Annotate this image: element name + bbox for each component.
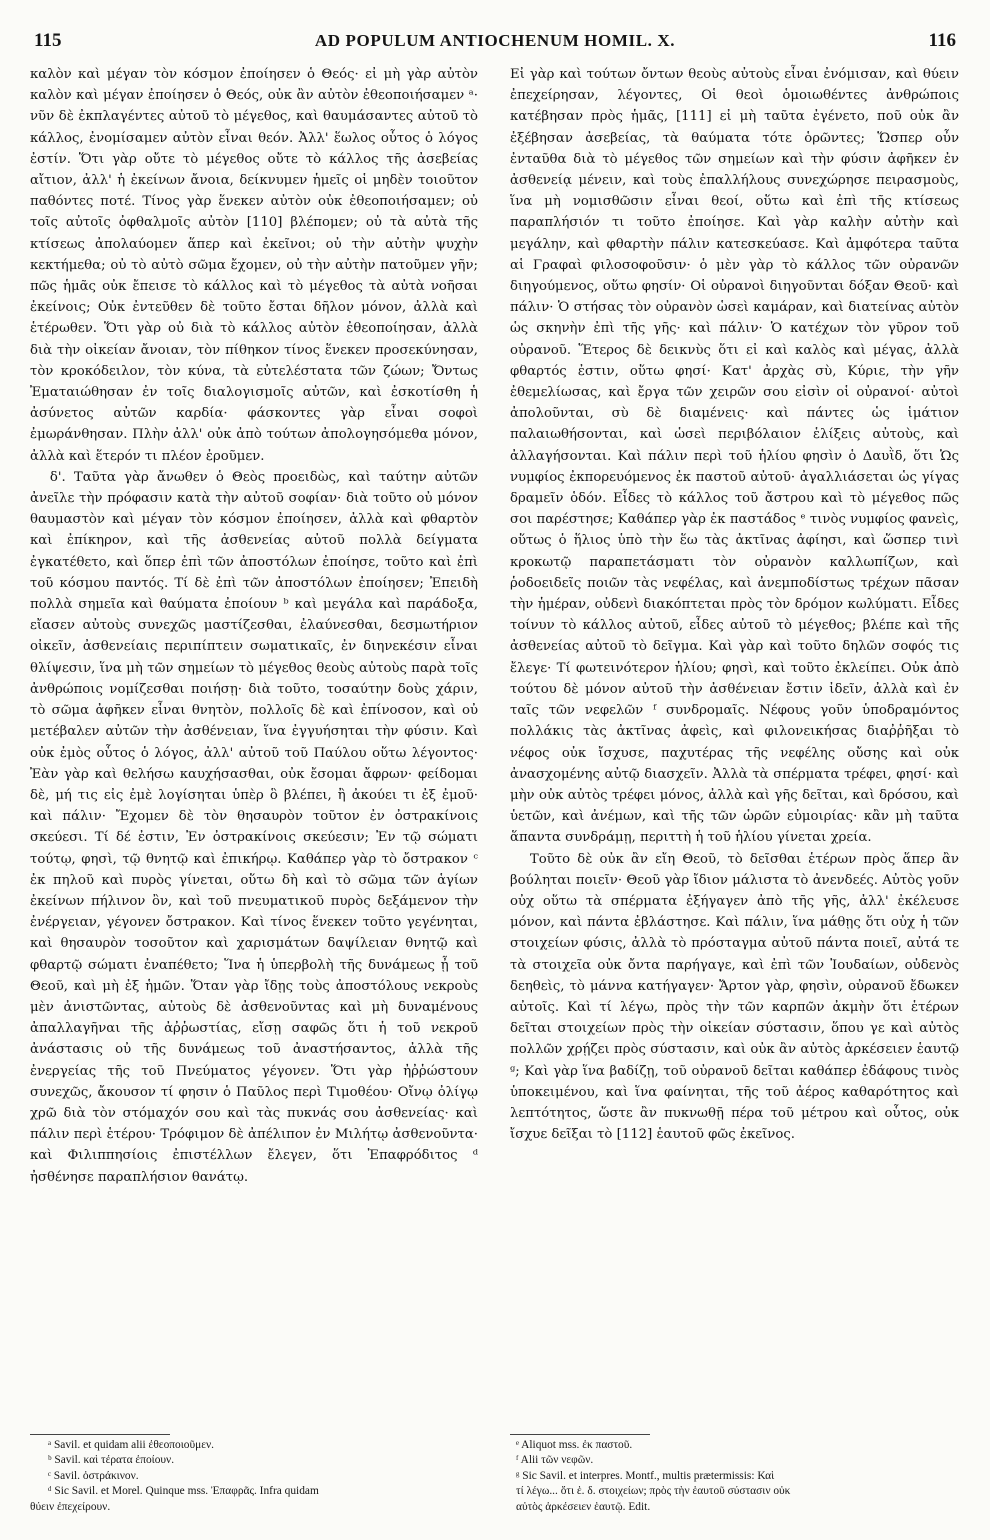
footnote: ᵈ Sic Savil. et Morel. Quinque mss. Ἐπαφρᾶς. Infra quidam xyxy=(48,1485,319,1498)
page-header xyxy=(28,30,962,60)
paragraph: Εἰ γὰρ καὶ τούτων ὄντων θεοὺς αὐτοὺς εἶναι ἐνόμισαν, καὶ θύειν ἐπεχείρησαν, λέγοντες, Οἱ θεοὶ ὁμοιωθέντες ἀνθρώποις κατέβησαν πρὸς ἡμᾶς, [111] εἰ μὴ ταῦτα ἐγένετο, ποῦ οὐκ ἂν ἐξέβησαν ἀσεβείας, τὰ θαύματα τότε ὁρῶντες; Ὥσπερ οὖν ἐνταῦθα διὰ τὸ μέγεθος τῶν σημείων καὶ τὴν φύσιν ἀφῆκεν ἐν ἀσθενείᾳ μένειν, καὶ τοὺς ἐπαλλήλους συνεχώρησε πειρασμοὺς, ἵνα μὴ νομισθῶσιν εἶναι θεοί, οὕτω καὶ ἐπὶ τῆς κτίσεως παραπλήσιόν τι τοῦτο ἐποίησε. Καὶ γὰρ καλὴν αὐτὴν καὶ μεγάλην, καὶ φθαρτὴν πάλιν κατεσκεύασε. Καὶ ἀμφότερα ταῦτα αἱ Γραφαὶ φιλοσοφοῦσιν· ὁ μὲν γὰρ τὸ κάλλος τῶν οὐρανῶν διηγούμενος, οὕτω φησίν· Οἱ οὐρανοὶ διηγοῦνται δόξαν Θεοῦ· καὶ πάλιν· Ὁ στήσας τὸν οὐρανὸν ὡσεὶ καμάραν, καὶ διατείνας αὐτὸν ὡς σκηνὴν ἐπὶ τῆς γῆς· καὶ πάλιν· Ὁ κατέχων τὸν γῦρον τοῦ οὐρανοῦ. Ἕτερος δὲ δεικνὺς ὅτι εἰ καὶ καλὸς καὶ μέγας, ἀλλὰ φθαρτός ἐστιν, οὕτω φησί· Κατ' ἀρχὰς σὺ, Κύριε, τὴν γῆν ἐθεμελίωσας, καὶ ἔργα τῶν χειρῶν σου εἰσὶν οἱ οὐρανοί· αὐτοὶ ἀπολοῦνται, σὺ δὲ διαμένεις· καὶ πάντες ὡς ἱμάτιον παλαιωθήσονται, καὶ ὡσεὶ περιβόλαιον ἑλίξεις αὐτοὺς, καὶ ἀλλαγήσονται. Καὶ πάλιν περὶ τοῦ ἡλίου φησὶν ὁ Δαυῒδ, ὅτι Ὡς νυμφίος ἐκπορευόμενος ἐκ παστοῦ αὐτοῦ· ἀγαλλιάσεται ὡς γίγας δραμεῖν ὁδόν. Εἶδες τὸ κάλλος τοῦ ἄστρου καὶ τὸ μέγεθος πῶς σοι παρέστησε; Καθάπερ γὰρ ἐκ παστάδος ᵉ τινὸς νυμφίος φανεὶς, οὕτως ὁ ἥλιος ὑπὸ τὴν ἕω τὰς ἀκτῖνας ἀφίησι, καὶ ὥσπερ τινὶ κροκωτῷ παραπετάσματι τὸν οὐρανὸν καλλωπίζων, καὶ ῥοδοειδεῖς ποιῶν τὰς νεφέλας, καὶ ἀνεμποδίστως τρέχων πᾶσαν τὴν ἡμέραν, οὐδενὶ διακόπτεται πρὸς τὸν δρόμον κωλύματι. Εἶδες τοίνυν τὸ κάλλος αὐτοῦ, εἶδες αὐτοῦ τὸ μέγεθος; βλέπε καὶ τῆς ἀσθενείας αὐτοῦ τὸ δεῖγμα. Καὶ γὰρ καὶ τοῦτο δηλῶν σοφός τις ἔλεγε· Τί φωτεινότερον ἡλίου; φησὶ, καὶ τοῦτο ἐκλείπει. Οὐκ ἀπὸ τούτου δὲ μόνον αὐτοῦ τὴν ἀσθένειαν ἔστιν ἰδεῖν, ἀλλὰ καὶ ἐν ταῖς τῶν νεφελῶν ᶠ συνδρομαῖς. Νέφους γοῦν ὑποδραμόντος πολλάκις τὰς ἀκτῖνας ἀφεὶς, καὶ φιλονεικήσας διαῤῥῆξαι τὸ νέφος οὐκ ἴσχυσε, παχυτέρας τῆς νεφέλης οὔσης καὶ οὐκ ἀνασχομένης αὐτῷ διασχεῖν. Ἀλλὰ τὰ σπέρματα τρέφει, φησί· καὶ μὴν οὐκ αὐτὸς τρέφει μόνος, ἀλλὰ καὶ γῆς δεῖται, καὶ δρόσου, καὶ ὑετῶν, καὶ ἀνέμων, καὶ τῆς τῶν ὡρῶν εὐμοιρίας· κἂν μὴ ταῦτα ἅπαντα συνδράμῃ, περιττὴ ἡ τοῦ ἡλίου γίνεται χρεία. xyxy=(510,67,959,846)
left-text-column xyxy=(30,64,478,1434)
paragraph: καλὸν καὶ μέγαν τὸν κόσμον ἐποίησεν ὁ Θεός· εἰ μὴ γὰρ αὐτὸν καλὸν καὶ μέγαν ἐποίησεν ὁ Θεός, οὐκ ἂν αὐτὸν ἐθεοποιήσαμεν ᵃ· νῦν δὲ ἐκπλαγέντες αὐτοῦ τὸ μέγεθος, καὶ θαυμάσαντες αὐτοῦ τὸ κάλλος, ἐνομίσαμεν αὐτὸν εἶναι θεόν. Ἀλλ' ἕωλος οὗτος ὁ λόγος ἐστίν. Ὅτι γὰρ οὔτε τὸ μέγεθος οὔτε τὸ κάλλος τῆς ἀσεβείας αἴτιον, ἀλλ' ἡ ἐκείνων ἄνοια, δείκνυμεν ἡμεῖς οἱ μηδὲν τοιοῦτον παθόντες ποτέ. Τίνος γὰρ ἕνεκεν αὐτὸν οὐκ ἐθεοποιήσαμεν; οὐ τοῖς αὐτοῖς ὀφθαλμοῖς αὐτὸν [110] βλέπομεν; οὐ τὰ αὐτὰ τῆς κτίσεως ἀπολαύομεν ἅπερ καὶ ἐκεῖνοι; οὐ τὴν αὐτὴν ψυχὴν κεκτήμεθα; οὐ τὸ αὐτὸ σῶμα ἔχομεν, οὐ τὴν αὐτὴν πατοῦμεν γῆν; πῶς ἡμᾶς οὐκ ἔπεισε τὸ κάλλος καὶ τὸ μέγεθος τὰ αὐτὰ νοῆσαι ἐκείνοις; Οὐκ ἐντεῦθεν δὲ τοῦτο ἔσται δῆλον μόνον, ἀλλὰ καὶ ἑτέρωθεν. Ὅτι γὰρ οὐ διὰ τὸ κάλλος αὐτὸν ἐθεοποίησαν, ἀλλὰ διὰ τὴν οἰκείαν ἄνοιαν, τὸν πίθηκον τίνος ἕνεκεν προσεκύνησαν, τὸν κροκόδειλον, τὸν κύνα, τὰ εὐτελέστατα τῶν ζώων; Ὄντως Ἐματαιώθησαν ἐν τοῖς διαλογισμοῖς αὐτῶν, καὶ ἐσκοτίσθη ἡ ἀσύνετος αὐτῶν καρδία· φάσκοντες γὰρ εἶναι σοφοὶ ἐμωράνθησαν. Πλὴν ἀλλ' οὐκ ἀπὸ τούτων ἀπολογησόμεθα μόνον, ἀλλὰ καὶ ἕτερόν τι πλέον ἐροῦμεν. xyxy=(30,67,478,464)
footnote-rule xyxy=(30,1434,170,1435)
footnote: ᵇ Savil. καὶ τέρατα ἐποίουν. xyxy=(48,1454,175,1467)
paragraph: Τοῦτο δὲ οὐκ ἂν εἴη Θεοῦ, τὸ δεῖσθαι ἑτέρων πρὸς ἅπερ ἂν βούληται ποιεῖν· Θεοῦ γὰρ ἴδιον μάλιστα τὸ ἀνενδεές. Αὐτὸς γοῦν οὐχ οὕτω τὰ σπέρματα ἐξήγαγεν ἀπὸ τῆς γῆς, ἀλλ' ἐκέλευσε μόνον, καὶ πάντα ἐβλάστησε. Καὶ πάλιν, ἵνα μάθῃς ὅτι οὐχ ἡ τῶν στοιχείων φύσις, ἀλλὰ τὸ πρόσταγμα αὐτοῦ πάντα ποιεῖ, αὐτά τε τὰ στοιχεῖα οὐκ ὄντα παρήγαγε, καὶ ἐπὶ τῶν Ἰουδαίων, οὐδενὸς δεηθεὶς, τὸ μάννα κατήγαγεν· Ἄρτον γὰρ, φησὶν, οὐρανοῦ ἔδωκεν αὐτοῖς. Καὶ τί λέγω, πρὸς τὴν τῶν καρπῶν ἀκμὴν ὅτι ἑτέρων δεῖται στοιχείων πρὸς τὴν οἰκείαν σύστασιν, ὅπου γε καὶ αὐτὸς πολλῶν χρῄζει πρὸς σύστασιν, καὶ οὐκ ἂν αὐτὸς ἀρκέσειεν ἑαυτῷ ᵍ; Καὶ γὰρ ἵνα βαδίζῃ, τοῦ οὐρανοῦ δεῖται καθάπερ ἐδάφους τινὸς ὑποκειμένου, καὶ ἵνα φαίνηται, τῆς τοῦ ἀέρος καθαρότητος καὶ λεπτότητος, ὥστε ἂν πυκνωθῇ πέρα τοῦ μέτρου καὶ οὗτος, οὐκ ἴσχυε δεῖξαι τὸ [112] ἑαυτοῦ φῶς ἐκεῖνος. xyxy=(510,851,959,1143)
footnote: ᵍ Sic Savil. et interpres. Montf., multis prætermissis: Καὶ xyxy=(516,1469,775,1482)
running-title: AD POPULUM ANTIOCHENUM HOMIL. X. xyxy=(314,31,676,50)
paragraph: δ'. Ταῦτα γὰρ ἄνωθεν ὁ Θεὸς προειδὼς, καὶ ταύτην αὐτῶν ἀνεῖλε τὴν πρόφασιν κατὰ τὴν αὐτοῦ σοφίαν· διὰ τοῦτο οὐ μόνον θαυμαστὸν καὶ μέγαν τὸν κόσμον ἐποίησεν, ἀλλὰ καὶ φθαρτὸν καὶ ἐπίκηρον, καὶ τῆς ἀσθενείας αὐτοῦ πολλὰ δείγματα ἐγκατέθετο, καὶ ὅπερ ἐπὶ τῶν ἀποστόλων ἐποίησε, τοῦτο καὶ ἐπὶ τοῦ κόσμου παντός. Τί δὲ ἐπὶ τῶν ἀποστόλων ἐποίησεν; Ἐπειδὴ πολλὰ σημεῖα καὶ θαύματα ἐποίουν ᵇ καὶ μεγάλα καὶ παράδοξα, εἴασεν αὐτοὺς συνεχῶς μαστίζεσθαι, ἐλαύνεσθαι, δεσμωτήριον οἰκεῖν, ἀσθενείαις περιπίπτειν σωματικαῖς, ἐν διηνεκέσιν εἶναι θλίψεσιν, ἵνα μὴ τῶν σημείων τὸ μέγεθος θεοὺς αὐτοὺς παρὰ τοῖς ἀνθρώποις νομίζεσθαι ποιήσῃ· διὰ τοῦτο, τοσαύτην δοὺς χάριν, τὸ σῶμα ἀφῆκεν εἶναι θνητὸν, πολλοῖς δὲ καὶ ἐπίνοσον, καὶ οὐ μετέβαλεν αὐτῶν τὴν ἀσθένειαν, ἵνα ἐγγυήσηται τὴν φύσιν. Καὶ οὐκ ἐμὸς οὗτος ὁ λόγος, ἀλλ' αὐτοῦ τοῦ Παύλου οὕτω λέγοντος· Ἐὰν γὰρ καὶ θελήσω καυχήσασθαι, οὐκ ἔσομαι ἄφρων· φείδομαι δὲ, μή τις εἰς ἐμὲ λογίσηται ὑπὲρ ὃ βλέπει, ἢ ἀκούει τι ἐξ ἐμοῦ· καὶ πάλιν· Ἔχομεν δὲ τὸν θησαυρὸν τοῦτον ἐν ὀστρακίνοις σκεύεσι. Τί δέ ἐστιν, Ἐν ὀστρακίνοις σκεύεσιν; Ἐν τῷ σώματι τούτῳ, φησὶ, τῷ θνητῷ καὶ ἐπικήρῳ. Καθάπερ γὰρ τὸ ὄστρακον ᶜ ἐκ πηλοῦ καὶ πυρὸς γίνεται, οὕτω δὴ καὶ τὸ σῶμα τῶν ἁγίων ἐκείνων πήλινον ὂν, καὶ τοῦ πνευματικοῦ πυρὸς δεξάμενον τὴν ἐνέργειαν, γέγονεν ὄστρακον. Καὶ τίνος ἕνεκεν τοῦτο γεγένηται, καὶ θησαυρὸν τοσοῦτον καὶ χαρισμάτων δαψίλειαν θνητῷ καὶ φθαρτῷ σώματι ἐναπέθετο; Ἵνα ἡ ὑπερβολὴ τῆς δυνάμεως ᾖ τοῦ Θεοῦ, καὶ μὴ ἐξ ἡμῶν. Ὅταν γὰρ ἴδῃς τοὺς ἀποστόλους νεκροὺς μὲν ἀνιστῶντας, αὐτοὺς δὲ ἀσθενοῦντας καὶ μὴ δυναμένους ἀπαλλαγῆναι τῆς ἀῤῥωστίας, εἴσῃ σαφῶς ὅτι ἡ τοῦ νεκροῦ ἀνάστασις οὐ τῆς δυνάμεως τοῦ ἀναστήσαντος, ἀλλὰ τῆς ἐνεργείας τῆς τοῦ Πνεύματος γέγονεν. Ὅτι γὰρ ἠῤῥώστουν συνεχῶς, ἄκουσον τί φησιν ὁ Παῦλος περὶ Τιμοθέου· Οἴνῳ ὀλίγῳ χρῶ διὰ τὸν στόμαχόν σου καὶ τὰς πυκνάς σου ἀσθενείας· καὶ πάλιν περὶ ἑτέρου· Τρόφιμον δὲ ἀπέλιπον ἐν Μιλήτῳ ἀσθενοῦντα· καὶ Φιλιππησίοις ἐπιστέλλων ἔλεγεν, ὅτι Ἐπαφρόδιτος ᵈ ἠσθένησε παραπλήσιον θανάτῳ. xyxy=(30,469,478,1185)
footnote-continuation: τί λέγω... ὅτι ἑ. δ. στοιχείων; πρὸς τὴν ἑαυτοῦ σύστασιν οὐκ xyxy=(516,1485,791,1498)
footnote-continuation: αὐτὸς ἀρκέσειεν ἑαυτῷ. Edit. xyxy=(516,1500,651,1513)
footnotes-right xyxy=(516,1438,959,1515)
footnote: ᵃ Savil. et quidam alii ἐθεοποιοῦμεν. xyxy=(48,1439,215,1451)
page-number-left: 115 xyxy=(34,30,62,51)
footnotes-left xyxy=(30,1438,478,1515)
footnote: ᶜ Savil. ὀστράκινον. xyxy=(48,1469,139,1482)
footnote: ᵉ Aliquot mss. ἐκ παστοῦ. xyxy=(516,1439,633,1451)
right-text-column xyxy=(510,64,959,1434)
footnote-continuation: θύειν ἐπεχείρουν. xyxy=(30,1500,111,1513)
footnote: ᶠ Alii τῶν νεφῶν. xyxy=(516,1454,594,1467)
footnote-rule xyxy=(510,1434,650,1435)
page-number-right: 116 xyxy=(928,30,956,51)
